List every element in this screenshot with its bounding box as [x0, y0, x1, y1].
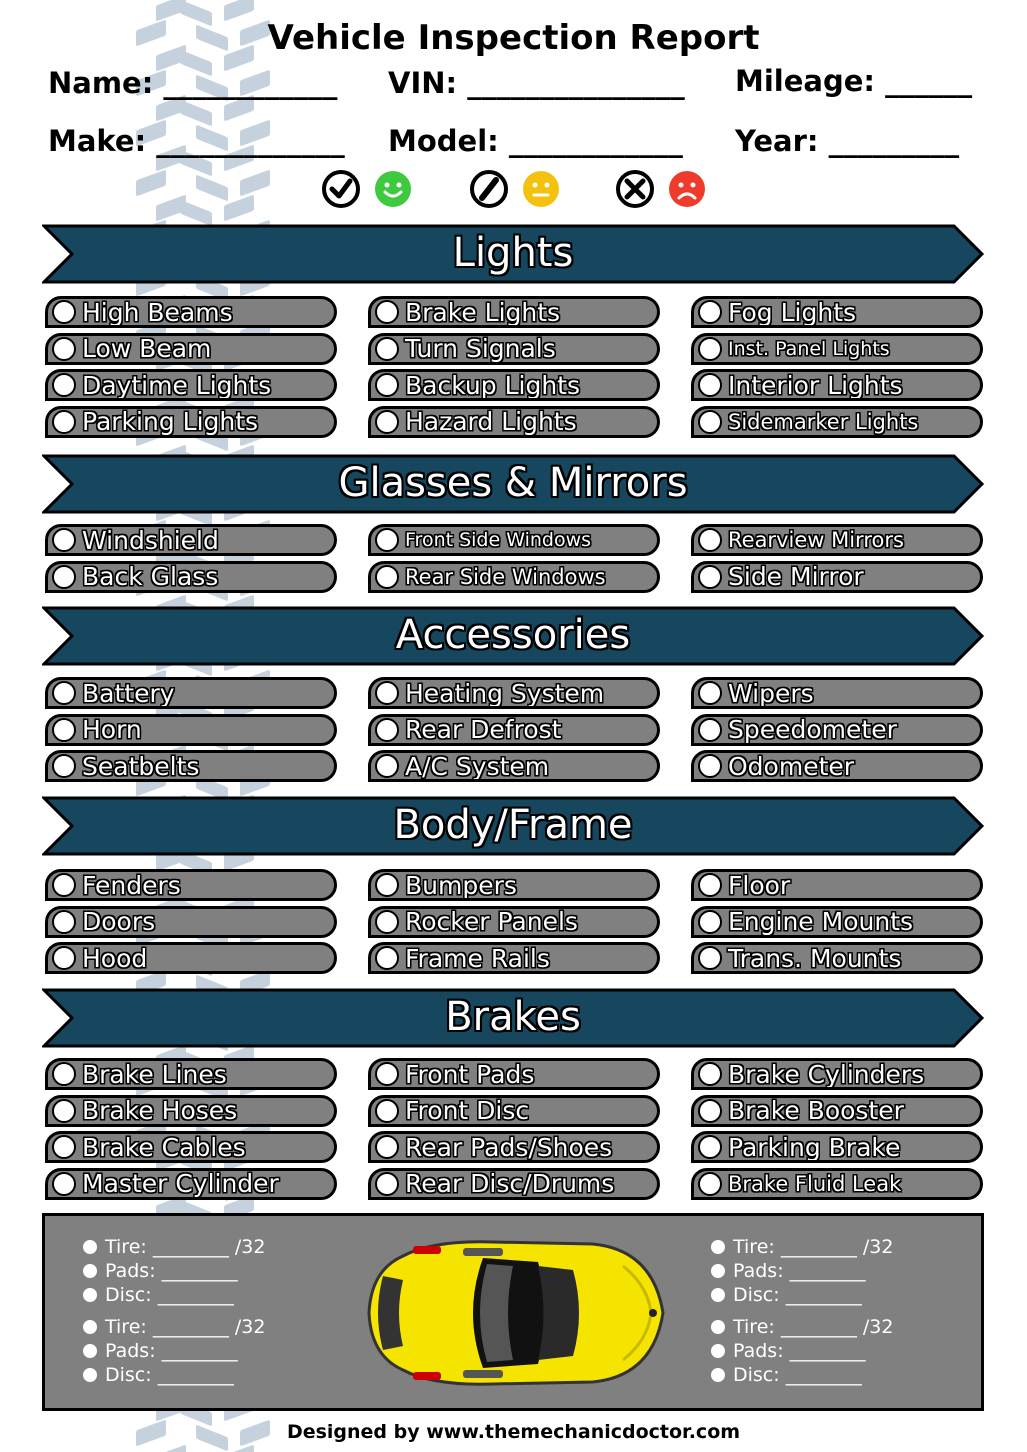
checkbox-circle-icon[interactable]: [375, 1062, 399, 1086]
checkbox-circle-icon[interactable]: [375, 300, 399, 324]
checklist-item-label: Front Pads: [405, 1059, 535, 1089]
checkbox-circle-icon[interactable]: [375, 1099, 399, 1123]
make-field[interactable]: Make: _____________: [48, 124, 345, 158]
checklist-item[interactable]: [368, 906, 660, 938]
checklist-item-label: Engine Mounts: [728, 907, 914, 936]
checklist-item[interactable]: [691, 714, 983, 746]
checklist-item[interactable]: [691, 677, 983, 709]
checkbox-circle-icon[interactable]: [698, 873, 722, 897]
checklist-item-label: Back Glass: [82, 562, 219, 591]
checkbox-circle-icon[interactable]: [375, 337, 399, 361]
rear-left-tire[interactable]: Tire: ________ /32: [83, 1316, 265, 1338]
checklist-item-label: Bumpers: [405, 870, 517, 900]
checkbox-circle-icon[interactable]: [375, 565, 399, 589]
checklist-item-label: Hazard Lights: [405, 407, 577, 436]
page-title: Vehicle Inspection Report: [267, 18, 760, 58]
checklist-item[interactable]: [45, 333, 337, 365]
checklist-item-label: Horn: [82, 715, 142, 744]
tread-block: [196, 175, 228, 202]
checklist-item[interactable]: [45, 1168, 337, 1200]
checklist-item[interactable]: [691, 561, 983, 593]
rear-right-pads[interactable]: Pads: ________: [711, 1340, 866, 1362]
vin-field[interactable]: VIN: _______________: [388, 66, 685, 100]
checklist-item[interactable]: [691, 296, 983, 328]
checklist-item[interactable]: [691, 1095, 983, 1127]
checklist-item-label: Master Cylinder: [82, 1169, 279, 1198]
checklist-item[interactable]: [45, 1131, 337, 1163]
checkbox-circle-icon[interactable]: [698, 1172, 722, 1196]
slash-icon: [470, 170, 508, 208]
checklist-item[interactable]: [45, 406, 337, 438]
checklist-item-label: Odometer: [728, 751, 855, 781]
checkbox-circle-icon[interactable]: [698, 373, 722, 397]
checklist-item-label: Battery: [82, 678, 175, 708]
checklist-item[interactable]: [368, 1131, 660, 1163]
footer-credit: Designed by www.themechanicdoctor.com: [286, 1421, 741, 1443]
checklist-item-label: Doors: [82, 907, 156, 936]
checklist-item[interactable]: [45, 906, 337, 938]
checkbox-circle-icon[interactable]: [698, 681, 722, 705]
checkbox-circle-icon[interactable]: [52, 754, 76, 778]
checkbox-circle-icon[interactable]: [698, 718, 722, 742]
checklist-item[interactable]: [368, 942, 660, 974]
checklist-item[interactable]: [368, 524, 660, 556]
mileage-field[interactable]: Mileage: ______: [735, 64, 973, 98]
checklist-item-label: A/C System: [405, 751, 550, 781]
checklist-item-label: Front Disc: [405, 1096, 530, 1125]
checkbox-circle-icon[interactable]: [52, 681, 76, 705]
checklist-item[interactable]: [368, 677, 660, 709]
checkbox-circle-icon[interactable]: [52, 373, 76, 397]
checkbox-circle-icon[interactable]: [375, 373, 399, 397]
checklist-item-label: Wipers: [728, 678, 814, 708]
checklist-item-label: Fog Lights: [728, 297, 857, 327]
front-right-tire[interactable]: Tire: ________ /32: [711, 1236, 893, 1258]
checkbox-circle-icon[interactable]: [375, 1172, 399, 1196]
checkbox-circle-icon[interactable]: [375, 681, 399, 705]
checkbox-circle-icon[interactable]: [52, 1099, 76, 1123]
checklist-item[interactable]: [691, 1168, 983, 1200]
checklist-item-label: Rear Pads/Shoes: [405, 1132, 613, 1162]
checkbox-circle-icon[interactable]: [52, 528, 76, 552]
checklist-item-label: Brake Booster: [728, 1096, 904, 1125]
checklist-item[interactable]: [45, 1095, 337, 1127]
checklist-item[interactable]: [691, 1058, 983, 1090]
cross-icon: [616, 170, 654, 208]
checklist-item-label: Heating System: [405, 678, 605, 708]
checkbox-circle-icon[interactable]: [698, 946, 722, 970]
check-icon: [322, 170, 360, 208]
checkbox-circle-icon[interactable]: [52, 1135, 76, 1159]
tire-brake-measurements: [42, 1213, 984, 1411]
checklist-item-label: Rear Defrost: [405, 715, 562, 744]
checklist-item-label: Sidemarker Lights: [728, 409, 919, 434]
checkbox-circle-icon[interactable]: [375, 718, 399, 742]
checkbox-circle-icon[interactable]: [375, 873, 399, 897]
checklist-item-label: Low Beam: [82, 334, 212, 363]
checklist-item[interactable]: [45, 942, 337, 974]
tread-block: [224, 1445, 254, 1452]
checklist-item-label: Brake Lines: [82, 1059, 227, 1089]
checklist-item-label: Frame Rails: [405, 943, 550, 973]
checklist-item[interactable]: [368, 333, 660, 365]
checkbox-circle-icon[interactable]: [375, 410, 399, 434]
checklist-item-label: Rear Side Windows: [405, 564, 606, 589]
checkbox-circle-icon[interactable]: [698, 1062, 722, 1086]
checklist-item-label: Rear Disc/Drums: [405, 1169, 615, 1198]
checklist-item[interactable]: [45, 1058, 337, 1090]
section-title: Brakes: [445, 994, 581, 1040]
checklist-item[interactable]: [368, 1168, 660, 1200]
checklist-item-label: Hood: [82, 943, 148, 973]
front-left-tire[interactable]: Tire: ________ /32: [83, 1236, 265, 1258]
checklist-item[interactable]: [691, 333, 983, 365]
checkbox-circle-icon[interactable]: [375, 910, 399, 934]
checkbox-circle-icon[interactable]: [698, 754, 722, 778]
checklist-item-label: High Beams: [82, 297, 233, 327]
front-right-disc[interactable]: Disc: ________: [711, 1284, 862, 1306]
checkbox-circle-icon[interactable]: [52, 873, 76, 897]
checklist-item-label: Inst. Panel Lights: [728, 337, 890, 360]
tread-block: [224, 195, 254, 222]
section-banner: [42, 796, 984, 856]
checkbox-circle-icon[interactable]: [52, 718, 76, 742]
checklist-item-label: Trans. Mounts: [728, 943, 902, 973]
checkbox-circle-icon[interactable]: [52, 946, 76, 970]
checklist-item-label: Floor: [728, 870, 791, 900]
checklist-item-label: Turn Signals: [405, 334, 556, 363]
car-top-view-icon: [363, 1236, 669, 1390]
checklist-item-label: Speedometer: [728, 715, 897, 744]
sad-face-icon: [668, 170, 706, 208]
checklist-item[interactable]: [691, 1131, 983, 1163]
neutral-face-icon: [522, 170, 560, 208]
checklist-item[interactable]: [45, 750, 337, 782]
checklist-item[interactable]: [691, 524, 983, 556]
checklist-item-label: Brake Lights: [405, 297, 561, 327]
checkbox-circle-icon[interactable]: [698, 1099, 722, 1123]
checkbox-circle-icon[interactable]: [52, 300, 76, 324]
checklist-item-label: Brake Cylinders: [728, 1059, 925, 1089]
checklist-item-label: Fenders: [82, 870, 181, 900]
checklist-item[interactable]: [45, 369, 337, 401]
checklist-item-label: Rearview Mirrors: [728, 528, 904, 552]
section-banner: [42, 454, 984, 514]
checklist-item[interactable]: [45, 524, 337, 556]
checklist-item-label: Rocker Panels: [405, 907, 578, 936]
checkbox-circle-icon[interactable]: [375, 528, 399, 552]
happy-face-icon: [374, 170, 412, 208]
checklist-item[interactable]: [45, 561, 337, 593]
checklist-item[interactable]: [691, 369, 983, 401]
front-left-disc[interactable]: Disc: ________: [83, 1284, 234, 1306]
section-banner: [42, 224, 984, 284]
checkbox-circle-icon[interactable]: [698, 528, 722, 552]
checklist-item-label: Daytime Lights: [82, 370, 272, 400]
checklist-item[interactable]: [368, 869, 660, 901]
checklist-item-label: Backup Lights: [405, 370, 580, 400]
rear-right-tire[interactable]: Tire: ________ /32: [711, 1316, 893, 1338]
section-banner: [42, 606, 984, 666]
checklist-item[interactable]: [368, 1058, 660, 1090]
section-title: Glasses & Mirrors: [338, 460, 688, 506]
checklist-item[interactable]: [368, 714, 660, 746]
checkbox-circle-icon[interactable]: [698, 410, 722, 434]
tread-block: [180, 200, 212, 227]
checklist-item[interactable]: [691, 406, 983, 438]
checkbox-circle-icon[interactable]: [698, 337, 722, 361]
checkbox-circle-icon[interactable]: [375, 754, 399, 778]
rear-left-disc[interactable]: Disc: ________: [83, 1364, 234, 1386]
checklist-item[interactable]: [45, 714, 337, 746]
checklist-item[interactable]: [368, 561, 660, 593]
checklist-item[interactable]: [45, 869, 337, 901]
checklist-item[interactable]: [691, 869, 983, 901]
year-field[interactable]: Year: _________: [735, 124, 960, 158]
tread-block: [240, 170, 270, 197]
checklist-item[interactable]: [368, 750, 660, 782]
tread-block: [136, 170, 166, 197]
checkbox-circle-icon[interactable]: [52, 1062, 76, 1086]
checklist-item[interactable]: [45, 296, 337, 328]
checklist-item-label: Front Side Windows: [405, 529, 592, 551]
checklist-item-label: Interior Lights: [728, 370, 903, 400]
checkbox-circle-icon[interactable]: [375, 1135, 399, 1159]
checklist-item[interactable]: [691, 942, 983, 974]
checkbox-circle-icon[interactable]: [698, 565, 722, 589]
section-title: Accessories: [395, 612, 631, 658]
checklist-item[interactable]: [368, 369, 660, 401]
checkbox-circle-icon[interactable]: [698, 1135, 722, 1159]
section-title: Lights: [452, 230, 574, 276]
name-field[interactable]: Name: ____________: [48, 66, 338, 100]
checkbox-circle-icon[interactable]: [52, 1172, 76, 1196]
checklist-item[interactable]: [368, 296, 660, 328]
checklist-item[interactable]: [691, 906, 983, 938]
checkbox-circle-icon[interactable]: [698, 300, 722, 324]
checklist-item-label: Brake Fluid Leak: [728, 1171, 902, 1196]
checkbox-circle-icon[interactable]: [52, 910, 76, 934]
checklist-item-label: Parking Lights: [82, 407, 259, 436]
checklist-item[interactable]: [691, 750, 983, 782]
checklist-item-label: Windshield: [82, 525, 219, 555]
tread-block: [180, 100, 212, 127]
checkbox-circle-icon[interactable]: [52, 565, 76, 589]
rear-right-disc[interactable]: Disc: ________: [711, 1364, 862, 1386]
section-banner: [42, 988, 984, 1048]
checklist-item[interactable]: [45, 677, 337, 709]
model-field[interactable]: Model: ____________: [388, 124, 683, 158]
front-right-pads[interactable]: Pads: ________: [711, 1260, 866, 1282]
checkbox-circle-icon[interactable]: [375, 946, 399, 970]
checklist-item[interactable]: [368, 406, 660, 438]
checklist-item-label: Seatbelts: [82, 751, 200, 781]
front-left-pads[interactable]: Pads: ________: [83, 1260, 238, 1282]
checklist-item-label: Side Mirror: [728, 562, 864, 591]
checklist-item-label: Brake Cables: [82, 1132, 246, 1162]
checkbox-circle-icon[interactable]: [698, 910, 722, 934]
rear-left-pads[interactable]: Pads: ________: [83, 1340, 238, 1362]
checkbox-circle-icon[interactable]: [52, 410, 76, 434]
checklist-item-label: Brake Hoses: [82, 1096, 238, 1125]
checklist-item-label: Parking Brake: [728, 1132, 901, 1162]
checkbox-circle-icon[interactable]: [52, 337, 76, 361]
checklist-item[interactable]: [368, 1095, 660, 1127]
section-title: Body/Frame: [393, 802, 633, 848]
